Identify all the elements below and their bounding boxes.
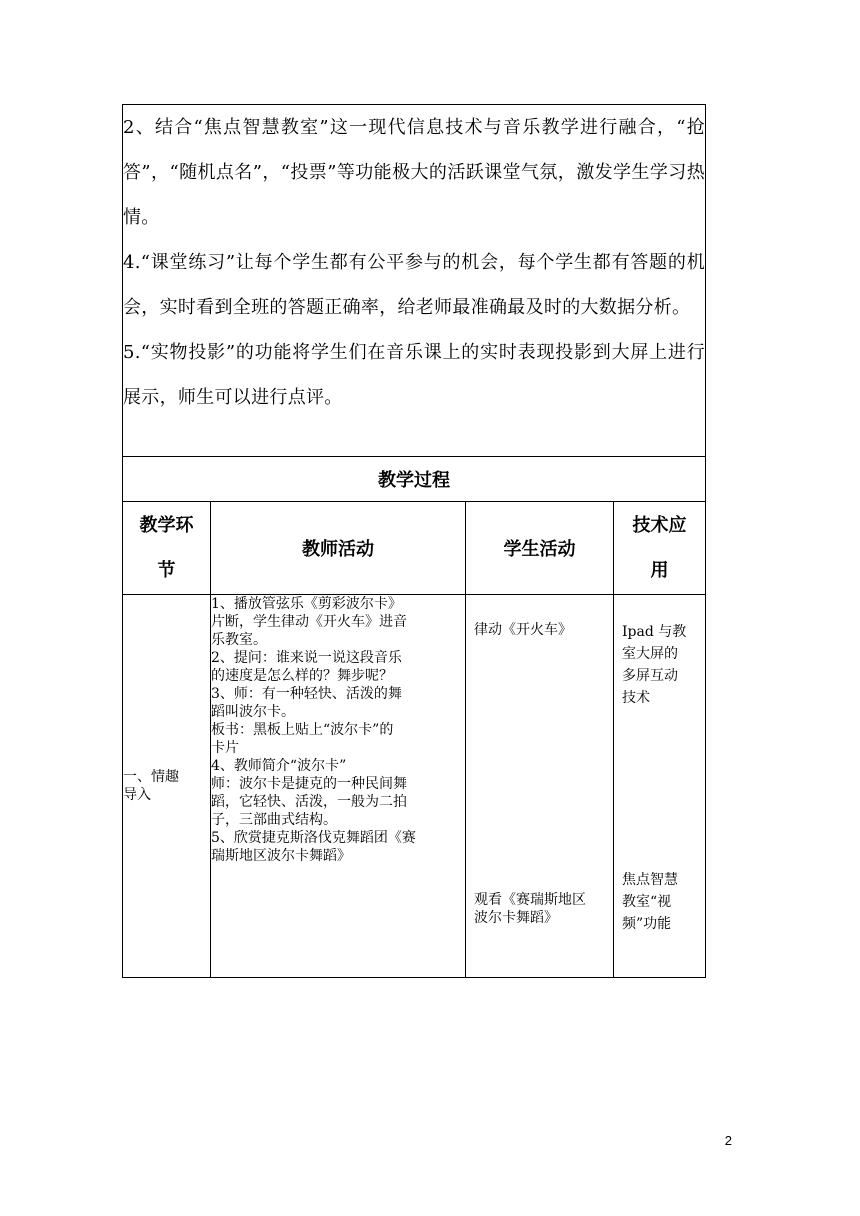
section-title-row [123, 457, 706, 502]
tech-line: 焦点智慧 [622, 872, 678, 888]
section-title: 教学过程 [123, 457, 706, 502]
teacher-line: 3、师：有一种轻快、活泼的舞 [211, 686, 402, 702]
teacher-line: 子，三部曲式结构。 [211, 812, 337, 828]
page-number: 2 [724, 1133, 732, 1148]
student-watch-line: 波尔卡舞蹈》 [474, 910, 558, 926]
intro-cell [123, 105, 706, 457]
teacher-line: 乐教室。 [211, 632, 267, 648]
tech-line: 室大屏的 [622, 646, 678, 662]
teacher-line: 片断，学生律动《开火车》进音 [211, 614, 407, 630]
intro-row [123, 105, 706, 457]
teacher-line: 1、播放管弦乐《剪彩波尔卡》 [211, 596, 402, 612]
header-tech-line: 技术应 [632, 515, 687, 536]
tech-video [622, 869, 699, 935]
teacher-line: 5、欣赏捷克斯洛伐克舞蹈团《赛 [211, 830, 416, 846]
teacher-line: 蹈叫波尔卡。 [211, 704, 295, 720]
header-stage-line: 节 [157, 560, 176, 581]
header-tech-line: 用 [650, 560, 669, 581]
intro-paragraph: 4.“课堂练习”让每个学生都有公平参与的机会，每个学生都有答题的机会，实时看到全班的答题正确率，给老师最准确最及时的大数据分析。 [123, 252, 706, 318]
teacher-line: 卡片 [211, 740, 239, 756]
tech-application-cell [614, 595, 706, 978]
stage-line: 导入 [123, 787, 151, 803]
student-activity-watch [474, 891, 607, 927]
teacher-line: 师：波尔卡是捷克的一种民间舞 [211, 776, 407, 792]
student-activity-cell [466, 595, 614, 978]
stage-cell [123, 595, 211, 978]
teacher-line: 的速度是怎么样的？舞步呢？ [211, 668, 393, 684]
student-activity-rhythm: 律动《开火车》 [474, 622, 572, 638]
tech-line: 频”功能 [622, 916, 672, 932]
stage-line: 一、情趣 [123, 769, 179, 785]
lesson-table [122, 104, 706, 978]
tech-multiscreen [622, 621, 699, 709]
header-tech [614, 502, 706, 595]
header-stage [123, 502, 211, 595]
tech-line: 多屏互动 [622, 668, 678, 684]
header-student: 学生活动 [466, 502, 614, 595]
tech-line: 技术 [622, 690, 650, 706]
student-watch-line: 观看《赛瑞斯地区 [474, 892, 586, 908]
intro-paragraph: 5.“实物投影”的功能将学生们在音乐课上的实时表现投影到大屏上进行展示，师生可以进行点评。 [123, 342, 706, 408]
teacher-activity-list [211, 595, 465, 865]
teacher-line: 4、教师简介“波尔卡” [211, 758, 347, 774]
teacher-line: 瑞斯地区波尔卡舞蹈》 [211, 848, 351, 864]
teacher-activity-cell [211, 595, 466, 978]
header-stage-line: 教学环 [139, 515, 194, 536]
intro-paragraph: 2、结合“焦点智慧教室”这一现代信息技术与音乐教学进行融合，“抢答”，“随机点名”，“投票”等功能极大的活跃课堂气氛，激发学生学习热情。 [123, 117, 706, 228]
teacher-line: 2、提问：谁来说一说这段音乐 [211, 650, 402, 666]
header-row [123, 502, 706, 595]
teacher-line: 蹈，它轻快、活泼，一般为二拍 [211, 794, 407, 810]
tech-line: Ipad 与教 [622, 624, 687, 640]
teacher-line: 板书：黑板上贴上“波尔卡”的 [211, 722, 394, 738]
tech-line: 教室“视 [622, 894, 672, 910]
header-teacher: 教师活动 [211, 502, 466, 595]
stage-row [123, 595, 706, 978]
